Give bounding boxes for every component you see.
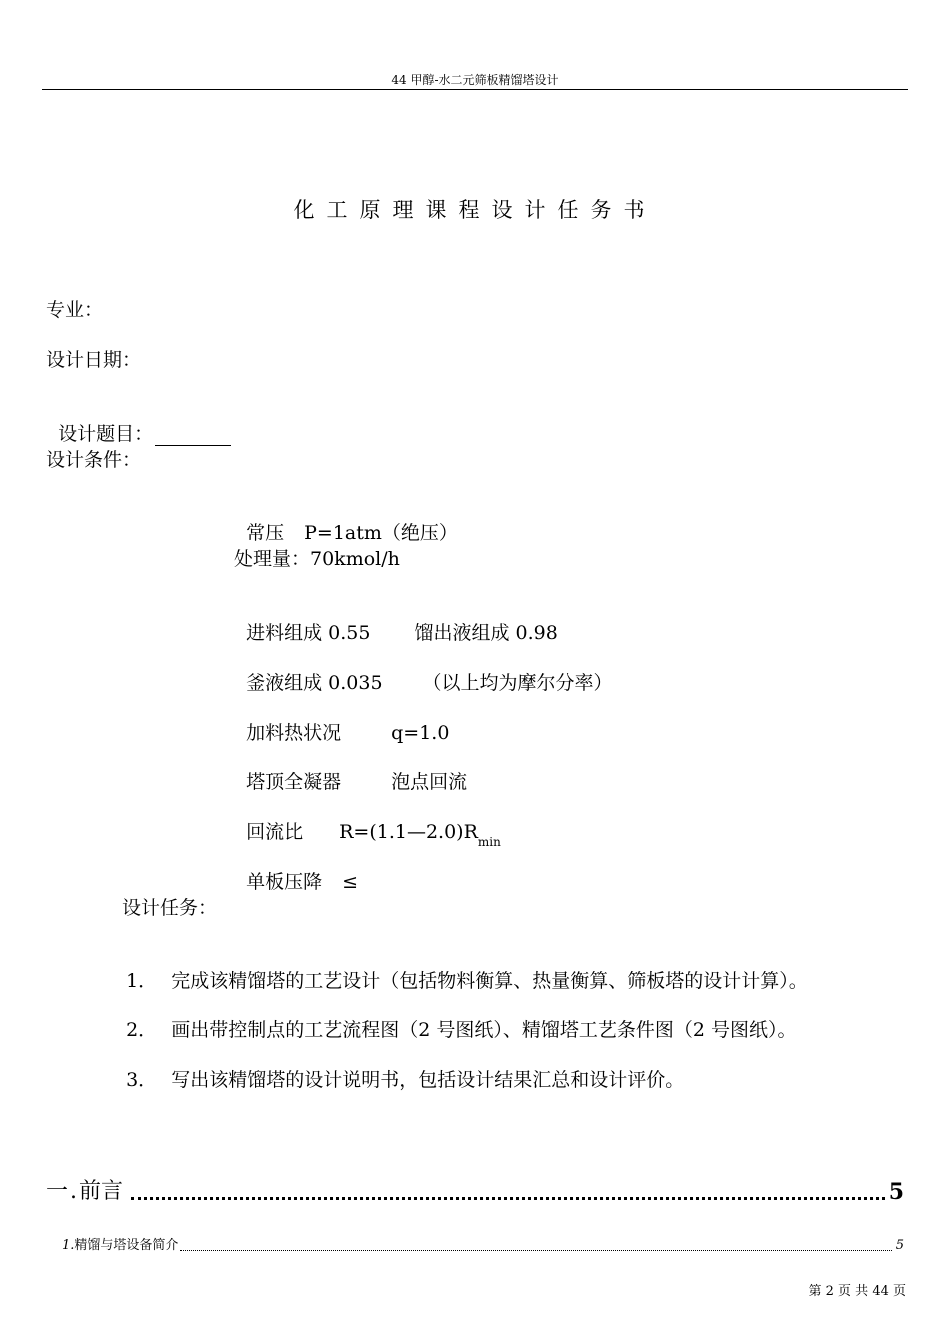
task-number: 3． — [126, 1069, 158, 1091]
task-item — [114, 945, 808, 993]
condenser-value: 泡点回流 — [391, 771, 468, 793]
task-item — [114, 994, 796, 1042]
condition-throughput: 处理量：70kmol/h — [234, 548, 400, 570]
distillate-composition: 馏出液组成 0.98 — [414, 622, 558, 644]
toc-main-label — [46, 1178, 123, 1206]
toc-entry-main[interactable] — [46, 1178, 904, 1206]
task-text: 完成该精馏塔的工艺设计（包括物料衡算、热量衡算、筛板塔的设计计算）。 — [171, 970, 808, 992]
field-topic-row — [46, 398, 231, 446]
task-number: 1． — [126, 970, 158, 992]
task-item — [114, 1044, 684, 1092]
topic-blank-line — [155, 427, 231, 446]
document-title: 化工原理课程设计任务书 — [293, 198, 657, 222]
header-divider — [42, 89, 908, 90]
reflux-label: 回流比 — [246, 821, 304, 843]
condition-reflux — [234, 796, 501, 849]
condition-composition — [234, 597, 558, 645]
reflux-value: R=(1.1—2.0)R — [339, 821, 478, 843]
toc-sub-number: 1. — [62, 1238, 75, 1253]
task-text: 写出该精馏塔的设计说明书，包括设计结果汇总和设计评价。 — [171, 1069, 685, 1091]
tasks-heading: 设计任务： — [122, 897, 218, 919]
task-text: 画出带控制点的工艺流程图（2 号图纸）、精馏塔工艺条件图（2 号图纸）。 — [171, 1019, 797, 1041]
field-major: 专业： — [46, 299, 104, 321]
feed-composition: 进料组成 0.55 — [246, 622, 371, 644]
feed-thermal-value: q=1.0 — [391, 722, 450, 744]
condenser-label: 塔顶全凝器 — [246, 771, 342, 793]
toc-main-page: 5 — [888, 1179, 904, 1205]
feed-thermal-label: 加料热状况 — [246, 722, 342, 744]
condition-bottoms — [234, 647, 613, 695]
pressure-value: P=1atm（绝压） — [304, 522, 458, 544]
toc-sub-leader — [180, 1250, 891, 1251]
bottoms-note: （以上均为摩尔分率） — [422, 672, 613, 694]
plate-dp-label: 单板压降 — [246, 871, 323, 893]
toc-main-separator: . — [70, 1179, 78, 1204]
toc-main-title: 前言 — [79, 1179, 124, 1204]
field-conditions: 设计条件： — [46, 449, 142, 471]
running-header: 44 甲醇-水二元筛板精馏塔设计 — [391, 73, 559, 87]
toc-sub-title: 精馏与塔设备简介 — [74, 1238, 179, 1253]
toc-entry-sub[interactable] — [62, 1238, 904, 1254]
field-date: 设计日期： — [46, 349, 142, 371]
plate-dp-value: ≤ — [342, 871, 359, 893]
pressure-label: 常压 — [246, 522, 285, 544]
condition-condenser — [234, 746, 467, 794]
toc-sub-page: 5 — [895, 1238, 904, 1253]
condition-feed-thermal — [234, 697, 449, 745]
page-footer: 第 2 页 共 44 页 — [808, 1284, 906, 1299]
field-topic-label: 设计题目： — [58, 423, 154, 445]
reflux-subscript: min — [477, 835, 501, 849]
condition-pressure — [234, 497, 458, 545]
toc-main-leader — [131, 1197, 885, 1200]
task-number: 2． — [126, 1019, 158, 1041]
bottoms-composition: 釜液组成 0.035 — [246, 672, 383, 694]
condition-plate-dp — [234, 846, 358, 894]
toc-main-number: 一 — [46, 1179, 69, 1204]
